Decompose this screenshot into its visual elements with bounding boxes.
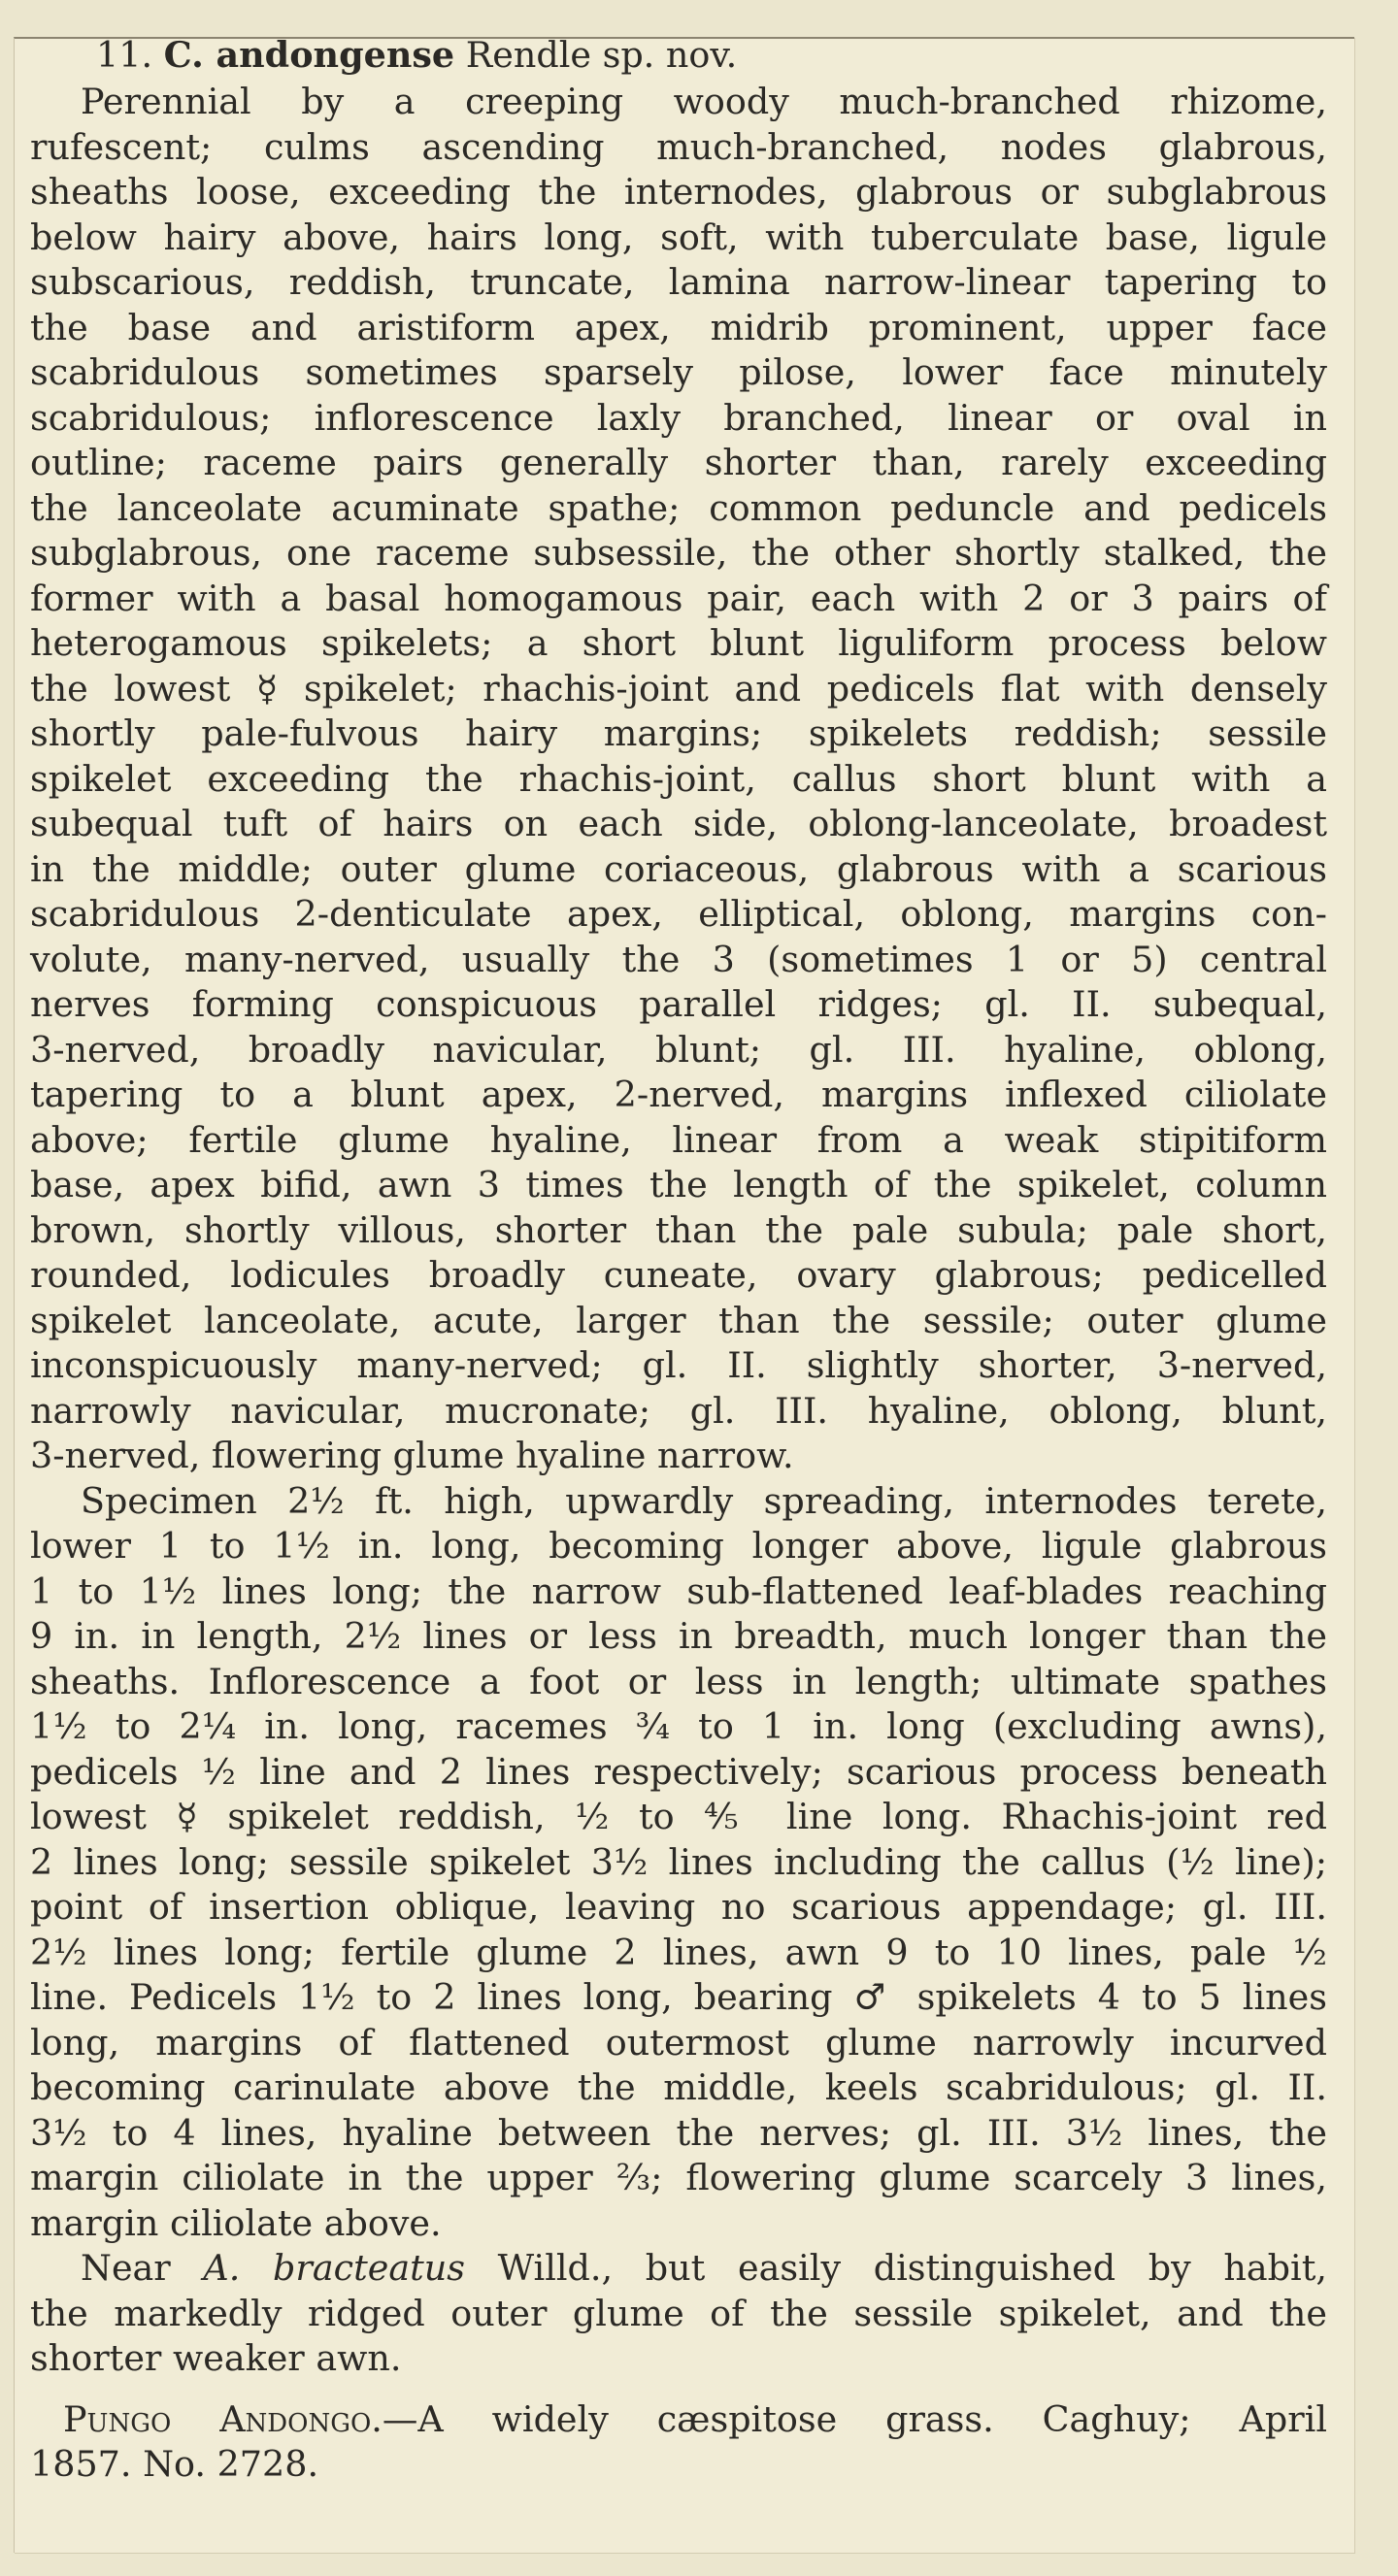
species-number: 11. [96,34,153,76]
description-line: rounded, lodicules broadly cuneate, ovary glabrous; pedicelled [30,1254,1327,1296]
related-species: A. bracteatus [203,2247,465,2289]
near-line-2: the markedly ridged outer glume of the sessile spikelet, and the [30,2292,1327,2334]
description-line: 2½ lines long; fertile glume 2 lines, awn 9 to 10 lines, pale ½ [30,1931,1327,1973]
description-line: spikelet lanceolate, acute, larger than the sessile; outer glume [30,1299,1327,1341]
description-line: heterogamous spikelets; a short blunt liguliform process below [30,622,1327,664]
description-line: sheaths loose, exceeding the internodes, glabrous or subglabrous [30,171,1327,213]
description-line: sheaths. Inflorescence a foot or less in length; ultimate spathes [30,1660,1327,1702]
description-line: margin ciliolate in the upper ⅔; flowering glume scarcely 3 lines, [30,2157,1327,2198]
near-line-3: shorter weaker awn. [30,2337,402,2379]
description-line: shortly pale-fulvous hairy margins; spikelets reddish; sessile [30,712,1327,754]
description-line: line. Pedicels 1½ to 2 lines long, bearing ♂ spikelets 4 to 5 lines [30,1976,1327,2018]
description-line: spikelet exceeding the rhachis-joint, callus short blunt with a [30,757,1327,800]
description-line: above; fertile glume hyaline, linear from a weak stipitiform [30,1118,1327,1161]
description-line: 9 in. in length, 2½ lines or less in breadth, much longer than the [30,1615,1327,1657]
near-line-1: Near A. bracteatus Willd., but easily distinguished by habit, [81,2247,1327,2289]
description-line: pedicels ½ line and 2 lines respectively; scarious process beneath [30,1750,1327,1793]
description-line: 1½ to 2¼ in. long, racemes ¾ to 1 in. long (excluding awns), [30,1705,1327,1747]
description-line: scabridulous 2-denticulate apex, elliptical, oblong, margins con- [30,893,1327,935]
description-line: 3-nerved, flowering glume hyaline narrow. [30,1435,794,1476]
locality-place: Pungo Andongo. [63,2397,383,2440]
description-line: 2 lines long; sessile spikelet 3½ lines including the callus (½ line); [30,1840,1327,1883]
description-line: brown, shortly villous, shorter than the pale subula; pale short, [30,1208,1327,1251]
locality-line-2: 1857. No. 2728. [30,2443,319,2486]
description-line: in the middle; outer glume coriaceous, glabrous with a scarious [30,847,1327,890]
printed-clipping [14,34,1354,2553]
description-line: below hairy above, hairs long, soft, with tuberculate base, ligule [30,215,1327,258]
locality-line-1: Pungo Andongo.—A widely cæspitose grass. Caghuy; April [63,2397,1327,2440]
description-line: long, margins of flattened outermost glume narrowly incurved [30,2021,1327,2064]
description-line: scabridulous sometimes sparsely pilose, lower face minutely [30,351,1327,393]
species-author: Rendle sp. nov. [465,34,738,76]
description-line: lower 1 to 1½ in. long, becoming longer above, ligule glabrous [30,1525,1327,1567]
description-line: subscarious, reddish, truncate, lamina narrow-linear tapering to [30,261,1327,303]
description-line: the base and aristiform apex, midrib prominent, upper face [30,306,1327,348]
description-line: scabridulous; inflorescence laxly branched, linear or oval in [30,396,1327,439]
description-line: lowest ☿ spikelet reddish, ½ to ⅘ line long. Rhachis-joint red [30,1796,1327,1837]
description-line: margin ciliolate above. [30,2201,442,2244]
description-line: volute, many-nerved, usually the 3 (sometimes 1 or 5) central [30,938,1327,980]
description-line: the lanceolate acuminate spathe; common peduncle and pedicels [30,486,1327,529]
description-line: subglabrous, one raceme subsessile, the other shortly stalked, the [30,532,1327,574]
description-line: the lowest ☿ spikelet; rhachis-joint and pedicels flat with densely [30,667,1327,710]
description-line: 1 to 1½ lines long; the narrow sub-flattened leaf-blades reaching [30,1569,1327,1612]
species-heading [96,33,737,79]
description-line: rufescent; culms ascending much-branched, nodes glabrous, [30,125,1327,168]
description-line: outline; raceme pairs generally shorter than, rarely exceeding [30,442,1327,483]
species-name: C. andongense [163,34,455,76]
description-line: inconspicuously many-nerved; gl. II. slightly shorter, 3-nerved, [30,1344,1327,1386]
description-line: nerves forming conspicuous parallel ridges; gl. II. subequal, [30,983,1327,1025]
description-line: Specimen 2½ ft. high, upwardly spreading, internodes terete, [81,1479,1327,1522]
description-line: 3-nerved, broadly navicular, blunt; gl. III. hyaline, oblong, [30,1028,1327,1071]
description-line: Perennial by a creeping woody much-branched rhizome, [81,81,1327,122]
description-line: former with a basal homogamous pair, each with 2 or 3 pairs of [30,577,1327,619]
description-line: 3½ to 4 lines, hyaline between the nerves; gl. III. 3½ lines, the [30,2111,1327,2154]
description-line: tapering to a blunt apex, 2-nerved, margins inflexed ciliolate [30,1073,1327,1115]
description-line: narrowly navicular, mucronate; gl. III. hyaline, oblong, blunt, [30,1389,1327,1432]
description-line: subequal tuft of hairs on each side, oblong-lanceolate, broadest [30,803,1327,844]
description-line: base, apex bifid, awn 3 times the length of the spikelet, column [30,1164,1327,1205]
description-line: point of insertion oblique, leaving no scarious appendage; gl. III. [30,1886,1327,1928]
description-line: becoming carinulate above the middle, keels scabridulous; gl. II. [30,2066,1327,2108]
